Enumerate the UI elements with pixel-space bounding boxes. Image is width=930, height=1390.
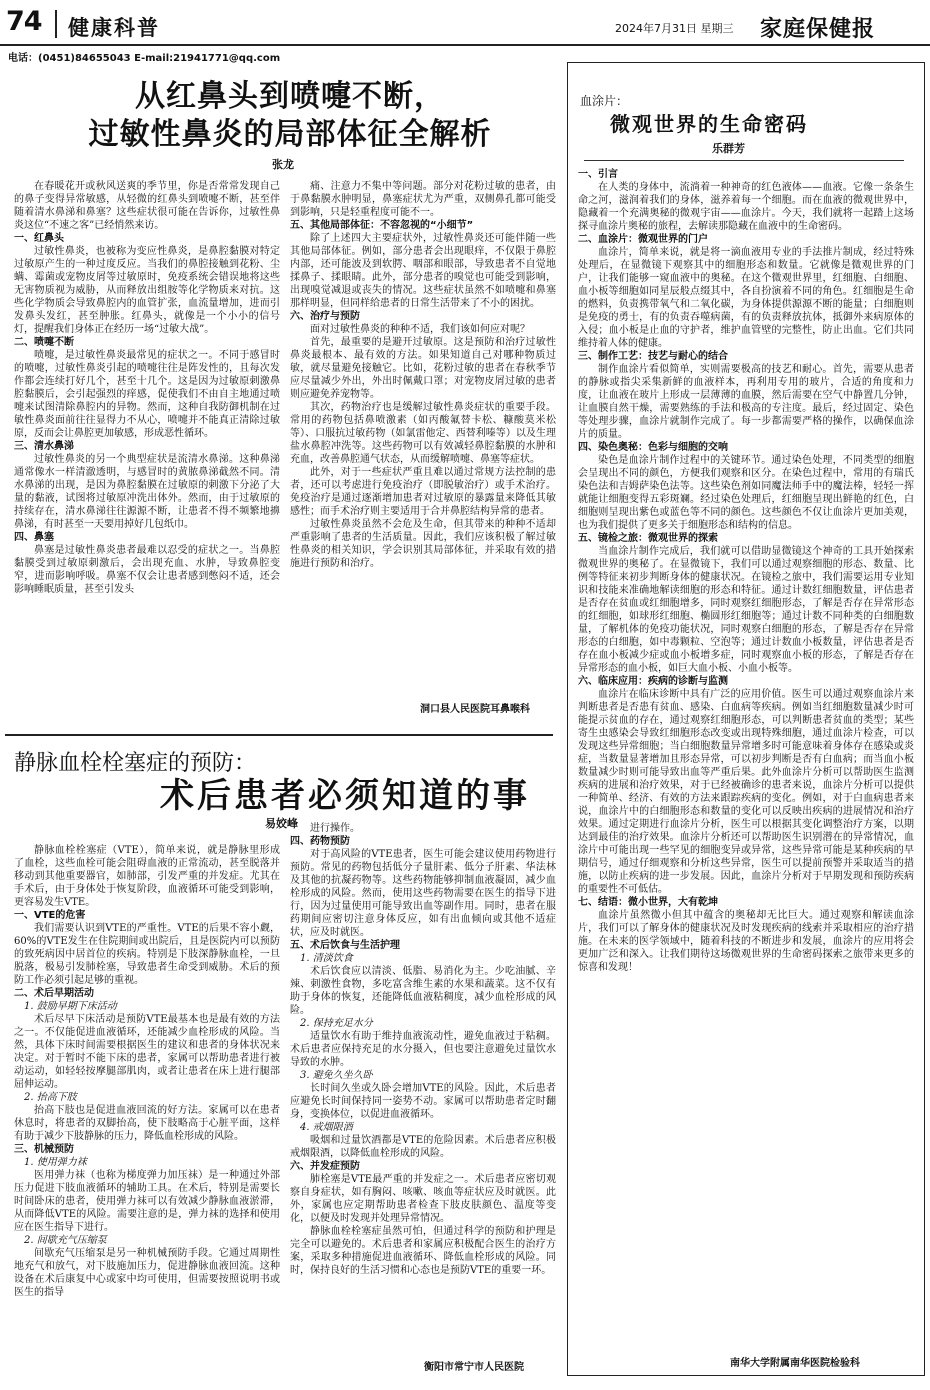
paragraph: 对于高风险的VTE患者，医生可能会建议使用药物进行预防。常见的药物包括低分子量肝素、低分子肝素、华法林及其他的抗凝药物等。这些药物能够抑制血液凝固，减少血栓形成的风险。然而，使用这些药物需要在医生的指导下进行，因为过量使用可能导致出血等副作用。同时，患者在服药期间应密切注意身体反应，如有出血倾向或其他不适症状，应及时就医。 [290,849,556,938]
paragraph: 医用弹力袜（也称为梯度弹力加压袜）是一种通过外部压力促进下肢血液循环的辅助工具。在术后，特别是需要长时间卧床的患者，使用弹力袜可以有效减少静脉血液淤滞，从而降低VTE的风险。需要注意的是，弹力袜的选择和使用应在医生指导下进行。 [14,1170,280,1233]
minor-heading: 2. 保持充足水分 [300,1018,373,1029]
subheading: 六、临床应用：疾病的诊断与监测 [578,676,728,687]
subheading: 七、结语：微小世界，大有乾坤 [578,897,718,908]
subheading: 三、机械预防 [14,1144,74,1155]
article2-source: 衡阳市常宁市人民医院 [424,1362,524,1373]
article3-author: 乐群芳 [712,142,745,155]
page-header [0,0,930,46]
paragraph: 此外，对于一些症状严重且难以通过常规方法控制的患者，还可以考虑进行免疫治疗（即脱敏治疗）或手术治疗。免疫治疗是通过逐渐增加患者对过敏原的暴露量来降低其敏感性；而手术治疗则主要适用于合并鼻腔结构异常的患者。 [290,467,556,517]
subheading: 三、清水鼻涕 [14,441,74,452]
paragraph: 在春暖花开或秋风送爽的季节里，你是否常常发现自己的鼻子变得异常敏感，从轻微的红鼻头到喷嚏不断，甚至伴随着清水鼻涕和鼻塞？这些症状很可能在告诉你，过敏性鼻炎这位“不速之客”已经悄然来访。 [14,181,280,231]
subheading: 一、引言 [578,169,618,180]
header-rule [0,44,930,46]
paragraph: 面对过敏性鼻炎的种种不适，我们该如何应对呢？ [310,324,530,335]
minor-heading: 1. 鼓励早期下床活动 [24,1001,117,1012]
newspaper-name: 家庭保健报 [760,16,876,42]
paragraph: 染色是血涂片制作过程中的关键环节。通过染色处理，不同类型的细胞会呈现出不同的颜色，方便我们观察和区分。在染色过程中，常用的有瑞氏染色法和吉姆萨染色法等。这些染色剂如同魔法师手中的魔法棒，轻轻一挥就能让细胞变得五彩斑斓。经过染色处理后，红细胞呈现出鲜艳的红色，白细胞则呈现出紫色或蓝色等不同的颜色。这些颜色不仅让血涂片更加美观，也为我们提供了更多关于细胞形态和结构的信息。 [578,455,914,531]
article2-author: 易姣峰 [265,817,298,830]
header-divider [55,10,57,38]
subheading: 三、制作工艺：技艺与耐心的结合 [578,351,728,362]
paragraph: 过敏性鼻炎虽然不会危及生命，但其带来的种种不适却严重影响了患者的生活质量。因此，我们应该积极了解过敏性鼻炎的相关知识，学会识别其局部体征，并采取有效的措施进行预防和治疗。 [290,519,556,569]
paragraph: 首先，最重要的是避开过敏原。这是预防和治疗过敏性鼻炎最根本、最有效的方法。如果知道自己对哪种物质过敏，就尽量避免接触它。比如，花粉过敏的患者在春秋季节应尽量减少外出，外出时佩戴口罩；对宠物皮屑过敏的患者则应避免养宠物等。 [290,337,556,400]
subheading: 四、染色奥秘：色彩与细胞的交响 [578,442,728,453]
article2-kicker: 静脉血栓栓塞症的预防： [14,751,257,776]
paragraph: 血涂片在临床诊断中具有广泛的应用价值。医生可以通过观察血涂片来判断患者是否患有贫血、感染、白血病等疾病。例如当红细胞数量减少时可能提示贫血的存在，通过观察红细胞形态，可以判断患者贫血的类型；某些寄生虫感染会导致红细胞形态改变或出现特殊细胞，通过血涂片检查，可以发现这些异常细胞；当白细胞数量异常增多时可能意味着身体存在感染或炎症，当数量显著增加且形态异常，可以初步判断是否有白血病；而当血小板数量减少时则可能导致出血等严重后果。此外血涂片分析可以帮助医生监测疾病的进展和治疗效果，对于已经被确诊的患者来说，血涂片分析可以提供一种简单、经济、有效的方法来跟踪疾病的变化。例如，对于白血病患者来说，血涂片中的白细胞形态和数量的变化可以反映出疾病的进展情况和治疗效果。通过定期进行血涂片分析，医生可以根据其变化调整治疗方案，以期达到最佳的治疗效果。血涂片分析还可以帮助医生识别潜在的异常情况，血涂片中可能出现一些罕见的细胞变异或异常，这些异常可能是某种疾病的早期信号，通过仔细观察和分析这些异常，医生可以提前预警并采取适当的措施，以防止疾病的进一步发展。因此，血涂片分析对于早期发现和预防疾病的重要性不可低估。 [578,689,914,895]
article3-title-rule [584,160,904,161]
minor-heading: 1. 清淡饮食 [300,953,353,964]
paragraph: 我们需要认识到VTE的严重性。VTE的后果不容小觑，60%的VTE发生在住院期间或出院后，且是医院内可以预防的致死病因中居首位的疾病。特别是下肢深静脉血栓，一旦脱落，极易引发肺栓塞，导致患者生命受到威胁。术后的预防工作必须引起足够的重视。 [14,923,280,986]
paragraph: 静脉血栓栓塞症（VTE），简单来说，就是静脉里形成了血栓，这些血栓可能会阻碍血液的正常流动，甚至脱落并移动到其他重要器官，如肺部，引发严重的并发症。尤其在手术后，由于身体处于恢复阶段，血液循环可能受到影响，更容易发生VTE。 [14,845,280,908]
article3-title: 微观世界的生命密码 [610,112,808,136]
paragraph: 在人类的身体中，流淌着一种神奇的红色液体——血液。它像一条条生命之河，滋润着我们的身体，滋养着每一个细胞。而在血液的微观世界中，隐藏着一个充满奥秘的微观宇宙——血涂片。今天，我们就将一起踏上这场探寻血涂片奥秘的旅程，去解读那隐藏在血液中的生命密码。 [578,182,914,232]
paragraph: 术后尽早下床活动是预防VTE最基本也是最有效的方法之一。不仅能促进血液循环，还能减少血栓形成的风险。当然，具体下床时间需要根据医生的建议和患者的身体状况来决定。对于暂时不能下床的患者，家属可以帮助患者进行被动运动，如轻轻按摩腿部肌肉，或者让患者在床上进行腿部屈伸运动。 [14,1014,280,1090]
paragraph: 过敏性鼻炎，也被称为变应性鼻炎，是鼻腔黏膜对特定过敏原产生的一种过度反应。当我们的鼻腔接触到花粉、尘螨、霉菌或宠物皮屑等过敏原时，免疫系统会错误地将这些无害物质视为威胁，从而释放出组胺等化学物质来对抗。这些化学物质会导致鼻腔内的血管扩张，血流量增加，进而引发鼻头发红，甚至肿胀。红鼻头，就像是一个小小的信号灯，提醒我们身体正在经历一场“过敏大战”。 [14,246,280,335]
minor-heading: 2. 抬高下肢 [24,1092,77,1103]
paragraph: 血涂片，简单来说，就是将一滴血液用专业的手法推片制成，经过特殊处理后，在显微镜下观察其中的细胞形态和数量。它就像是微观世界的门户，让我们能够一窥血液中的奥秘。在这个微观世界里，红细胞、白细胞、血小板等细胞如同星辰般点缀其中，各自扮演着不同的角色。红细胞是生命的燃料，负责携带氧气和二氧化碳，为身体提供源源不断的能量；白细胞则是免疫的勇士，有的负责吞噬病菌，有的负责释放抗体，抵御外来病原体的入侵；血小板是止血的守护者，维护血管壁的完整性，防止出血。它们共同维持着人体的健康。 [578,247,914,349]
paragraph: 过敏性鼻炎的另一个典型症状是流清水鼻涕。这种鼻涕通常像水一样清澈透明，与感冒时的黄脓鼻涕截然不同。清水鼻涕的出现，是因为鼻腔黏膜在过敏原的刺激下分泌了大量的黏液，试图将过敏原冲洗出体外。然而，由于过敏原的持续存在，清水鼻涕往往源源不断，让患者不得不频繁地擤鼻涕，有时甚至一天要用掉好几包纸巾。 [14,454,280,530]
subheading: 六、治疗与预防 [290,311,360,322]
paragraph: 抬高下肢也是促进血液回流的好方法。家属可以在患者休息时，将患者的双脚抬高，使下肢略高于心脏平面，这样有助于减少下肢静脉的压力，降低血栓形成的风险。 [14,1105,280,1142]
paragraph: 适量饮水有助于维持血液流动性，避免血液过于粘稠。术后患者应保持充足的水分摄入，但也要注意避免过量饮水导致的水肿。 [290,1031,556,1068]
paragraph: 鼻塞是过敏性鼻炎患者最难以忍受的症状之一。当鼻腔黏膜受到过敏原刺激后，会出现充血、水肿，导致鼻腔变窄，进而影响呼吸。鼻塞不仅会让患者感到憋闷不适，还会影响睡眠质量，甚至引发头 [14,545,280,595]
subheading: 四、药物预防 [290,836,350,847]
paragraph: 长时间久坐或久卧会增加VTE的风险。因此，术后患者应避免长时间保持同一姿势不动。家属可以帮助患者定时翻身，变换体位，以促进血液循环。 [290,1083,556,1120]
article3-source: 南华大学附属南华医院检验科 [730,1358,860,1369]
minor-heading: 1. 使用弹力袜 [24,1157,87,1168]
subheading: 一、VTE的危害 [14,910,86,921]
subheading: 一、红鼻头 [14,233,64,244]
page-number: 74 [6,6,42,37]
paragraph: 除了上述四大主要症状外，过敏性鼻炎还可能伴随一些其他局部体征。例如，部分患者会出现眼痒，不仅限于鼻腔内部，还可能波及到软腭、咽部和眼部，导致患者不自觉地揉鼻子、揉眼睛。此外，部分患者的嗅觉也可能受到影响，出现嗅觉减退或丧失的情况。这些症状虽然不如喷嚏和鼻塞那样明显，但同样给患者的日常生活带来了不小的困扰。 [290,233,556,309]
paragraph: 制作血涂片看似简单，实则需要极高的技艺和耐心。首先，需要从患者的静脉或指尖采集新鲜的血液样本，再利用专用的玻片，合适的角度和力度，让血液在玻片上形成一层薄薄的血膜，然后需要在空气中静置几分钟，让血膜自然干燥，需要熟练的手法和极高的专注度。最后，经过固定、染色等处理步骤，血涂片就制作完成了。每一步都需要严格的操作，以确保血涂片的质量。 [578,364,914,440]
subheading: 二、血涂片：微观世界的门户 [578,234,708,245]
paragraph: 术后饮食应以清淡、低脂、易消化为主。少吃油腻、辛辣、刺激性食物，多吃富含维生素的水果和蔬菜。这不仅有助于身体的恢复，还能降低血液粘稠度，减少血栓形成的风险。 [290,966,556,1016]
minor-heading: 4. 戒烟限酒 [300,1122,353,1133]
article1-title-line2: 过敏性鼻炎的局部体征全解析 [88,117,492,152]
contact-line: 电话：(0451)84655043 E-mail:21941771@qq.com [8,53,281,64]
article1-title-line1: 从红鼻头到喷嚏不断， [135,79,445,114]
paragraph: 进行操作。 [310,823,360,834]
subheading: 二、喷嚏不断 [14,337,74,348]
article1-column-2 [290,180,556,680]
article2-column-2 [290,822,556,1352]
minor-heading: 3. 避免久坐久卧 [300,1070,373,1081]
paragraph: 当血涂片制作完成后，我们就可以借助显微镜这个神奇的工具开始探索微观世界的奥秘了。在显微镜下，我们可以通过观察细胞的形态、数量、比例等特征来初步判断身体的健康状况。在镜检之旅中，我们需要运用专业知识和技能来准确地解读细胞的形态和特征。通过计数红细胞数量，评估患者是否存在贫血或红细胞增多，同时观察红细胞形态，了解是否存在异常形态的红细胞，如球形红细胞、椭圆形红细胞等；通过计数不同种类的白细胞数量，了解机体的免疫功能状况，同时观察白细胞的形态，了解是否存在异常形态的白细胞，如中毒颗粒、空泡等；通过计数血小板数量，评估患者是否存在血小板减少症或血小板增多症，同时观察血小板的形态，了解是否存在异常形态的血小板，如巨大血小板、小血小板等。 [578,546,914,674]
subheading: 四、鼻塞 [14,532,54,543]
paragraph: 间歇充气压缩泵是另一种机械预防手段。它通过周期性地充气和放气，对下肢施加压力，促进静脉血液回流。这种设备在术后康复中心或家中均可使用，但需要按照说明书或医生的指导 [14,1248,280,1298]
paragraph: 其次，药物治疗也是缓解过敏性鼻炎症状的重要手段。常用的药物包括鼻喷激素（如丙酸氟替卡松、糠酸莫米松等）、口服抗过敏药物（如氯雷他定、西替利嗪等）以及生理盐水鼻腔冲洗等。这些药物可以有效减轻鼻腔黏膜的水肿和充血，改善鼻腔通气状态，从而缓解喷嚏、鼻塞等症状。 [290,402,556,465]
paragraph: 肺栓塞是VTE最严重的并发症之一。术后患者应密切观察自身症状，如有胸闷、咳嗽、咳血等症状应及时就医。此外，家属也应定期帮助患者检查下肢皮肤颜色、温度等变化，以便及时发现并处理异常情况。 [290,1174,556,1224]
paragraph: 血涂片虽然微小但其中蕴含的奥秘却无比巨大。通过观察和解读血涂片，我们可以了解身体的健康状况及时发现疾病的线索并采取相应的治疗措施。在未来的医学领域中，随着科技的不断进步和发展，血涂片的应用将会更加广泛和深入。让我们期待这场微观世界的生命密码探索之旅带来更多的惊喜和发现！ [578,910,914,973]
article3-kicker: 血涂片： [580,94,629,108]
subheading: 六、并发症预防 [290,1161,360,1172]
section-name: 健康科普 [68,16,160,40]
article1-column-1 [14,180,280,720]
article2-column-1 [14,844,280,1374]
article1-source: 洞口县人民医院耳鼻喉科 [420,704,530,715]
article3-body [578,168,914,1344]
paragraph: 痛、注意力不集中等问题。部分对花粉过敏的患者，由于鼻黏膜水肿明显，鼻塞症状尤为严重，双侧鼻孔都可能受到影响，只是轻重程度可能不一。 [290,181,556,218]
article1-author: 张龙 [272,158,294,171]
issue-date: 2024年7月31日 星期三 [615,22,734,35]
paragraph: 喷嚏，是过敏性鼻炎最常见的症状之一。不同于感冒时的喷嚏，过敏性鼻炎引起的喷嚏往往是阵发性的，且每次发作都会连续打好几个，甚至十几个。这是因为过敏原刺激鼻腔黏膜后，会引起强烈的痒感，促使我们不由自主地通过喷嚏来试图清除鼻腔内的异物。然而，这种自我防御机制在过敏性鼻炎面前往往显得力不从心，喷嚏并不能真正清除过敏原，反而会让鼻腔更加敏感，形成恶性循环。 [14,350,280,439]
subheading: 五、术后饮食与生活护理 [290,940,400,951]
paragraph: 吸烟和过量饮酒都是VTE的危险因素。术后患者应积极戒烟限酒，以降低血栓形成的风险。 [290,1135,556,1159]
subheading: 五、其他局部体征：不容忽视的“小细节” [290,220,474,231]
subheading: 五、镜检之旅：微观世界的探索 [578,533,718,544]
article2-title: 术后患者必须知道的事 [160,776,530,816]
minor-heading: 2. 间歇充气压缩泵 [24,1235,107,1246]
paragraph: 静脉血栓栓塞症虽然可怕，但通过科学的预防和护理是完全可以避免的。术后患者和家属应积极配合医生的治疗方案，采取多种措施促进血液循环、降低血栓形成的风险。同时，保持良好的生活习惯和心态也是预防VTE的重要一环。 [290,1226,556,1276]
article-separator [5,734,553,736]
subheading: 二、术后早期活动 [14,988,94,999]
